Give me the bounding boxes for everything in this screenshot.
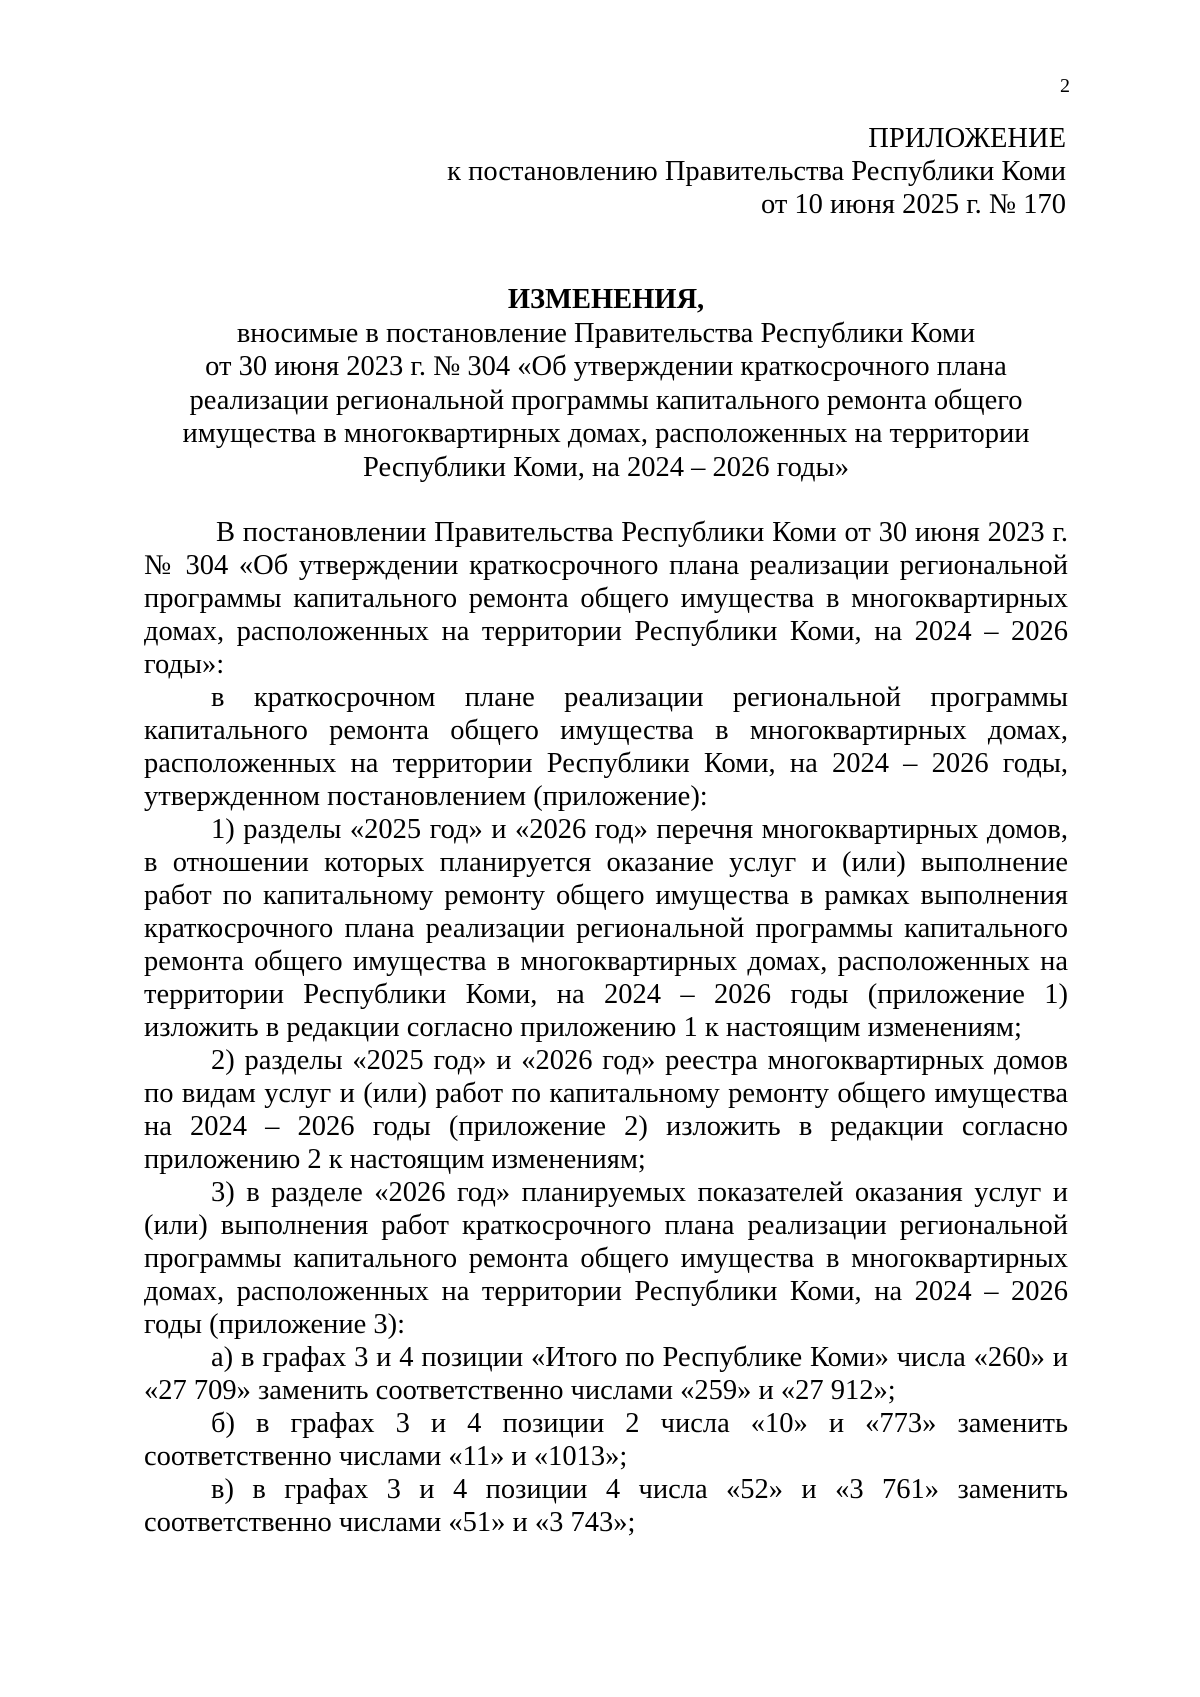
appendix-date: от 10 июня 2025 г. № 170 (760, 189, 1066, 220)
paragraph-item-1: 1) разделы «2025 год» и «2026 год» перечня многоквартирных домов, в отношении которых планируется оказание услуг и (или) выполнение работ по капитальному ремонту общего имущества в рамках выполнения краткосрочного плана реализации региональной программы капитального ремонта общего имущества в многоквартирных домах, расположенных на территории Республики Коми, на 2024 – 2026 годы (приложение 1) изложить в редакции согласно приложению 1 к настоящим изменениям; (144, 814, 1068, 1043)
paragraph-subitem-a: а) в графах 3 и 4 позиции «Итого по Республике Коми» числа «260» и «27 709» заменить соответственно числами «259» и «27 912»; (144, 1342, 1068, 1406)
page-number: 2 (1060, 75, 1070, 97)
appendix-reference: к постановлению Правительства Республики Коми (447, 156, 1066, 187)
paragraph-item-2: 2) разделы «2025 год» и «2026 год» реестра многоквартирных домов по видам услуг и (или) работ по капитальному ремонту общего имущества на 2024 – 2026 годы (приложение 2) изложить в редакции согласно приложению 2 к настоящим изменениям; (144, 1045, 1068, 1175)
title-heading: ИЗМЕНЕНИЯ, (507, 284, 705, 315)
paragraph-subitem-v: в) в графах 3 и 4 позиции 4 числа «52» и «3 761» заменить соответственно числами «51» и «3 743»; (144, 1474, 1068, 1538)
document-title (144, 283, 1068, 484)
paragraph-plan: в краткосрочном плане реализации региональной программы капитального ремонта общего имущества в многоквартирных домах, расположенных на территории Республики Коми, на 2024 – 2026 годы, утвержденном постановлением (приложение): (144, 682, 1068, 812)
paragraph-intro: В постановлении Правительства Республики Коми от 30 июня 2023 г. № 304 «Об утверждении краткосрочного плана реализации региональной программы капитального ремонта общего имущества в многоквартирных домах, расположенных на территории Республики Коми, на 2024 – 2026 годы»: (144, 517, 1068, 680)
title-subtitle-line: от 30 июня 2023 г. № 304 «Об утверждении краткосрочного плана (205, 351, 1007, 382)
appendix-label: ПРИЛОЖЕНИЕ (868, 123, 1066, 154)
title-subtitle-line: вносимые в постановление Правительства Республики Коми (236, 317, 976, 349)
paragraph-item-3: 3) в разделе «2026 год» планируемых показателей оказания услуг и (или) выполнения работ краткосрочного плана реализации региональной программы капитального ремонта общего имущества в многоквартирных домах, расположенных на территории Республики Коми, на 2024 – 2026 годы (приложение 3): (144, 1177, 1068, 1340)
paragraph-subitem-b: б) в графах 3 и 4 позиции 2 числа «10» и «773» заменить соответственно числами «11» и «1013»; (144, 1408, 1068, 1472)
document-body (144, 516, 1068, 1539)
title-subtitle-line: имущества в многоквартирных домах, расположенных на территории (182, 418, 1030, 449)
title-subtitle-line: Республики Коми, на 2024 – 2026 годы» (363, 451, 849, 483)
appendix-header (400, 122, 1066, 221)
title-subtitle-line: реализации региональной программы капитального ремонта общего (189, 384, 1023, 416)
